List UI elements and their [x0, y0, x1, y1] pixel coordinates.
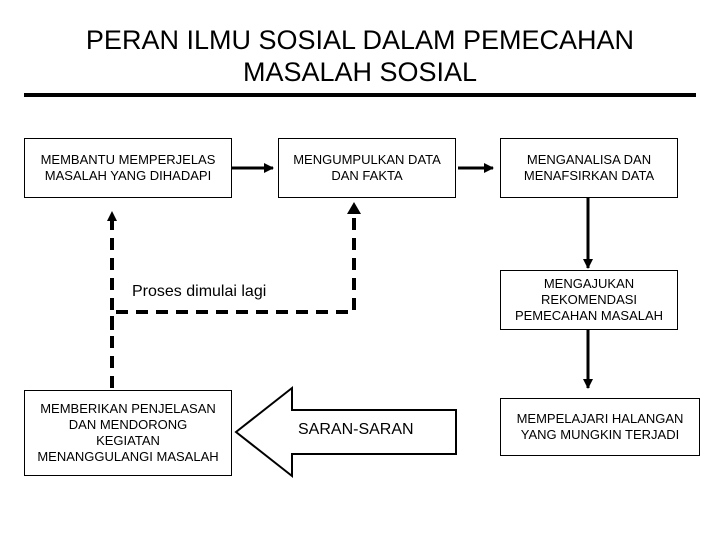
- node-membantu: [24, 138, 232, 198]
- node-mempelajari-line-2: YANG MUNGKIN TERJADI: [520, 427, 680, 442]
- node-menganalisa-line-1: MENGANALISA DAN: [526, 152, 652, 167]
- node-menganalisa-line-2: MENAFSIRKAN DATA: [523, 168, 655, 183]
- node-menganalisa: [500, 138, 678, 198]
- node-mengajukan-line-1: MENGAJUKAN: [543, 276, 635, 291]
- node-memberikan-line-2: DAN MENDORONG: [68, 417, 188, 432]
- node-membantu-line-1: MEMBANTU MEMPERJELAS: [40, 152, 216, 167]
- node-mengajukan-line-3: PEMECAHAN MASALAH: [514, 308, 664, 323]
- node-mempelajari: [500, 398, 700, 456]
- node-mempelajari-line-1: MEMPELAJARI HALANGAN: [516, 411, 684, 426]
- loop-label: Proses dimulai lagi: [132, 283, 267, 300]
- node-memberikan-line-1: MEMBERIKAN PENJELASAN: [40, 401, 216, 416]
- node-membantu-line-2: MASALAH YANG DIHADAPI: [44, 168, 212, 183]
- node-mengajukan: [500, 270, 678, 330]
- title-line-2: MASALAH SOSIAL: [242, 57, 478, 87]
- node-saran-label: SARAN-SARAN: [298, 421, 414, 438]
- title-line-1: PERAN ILMU SOSIAL DALAM PEMECAHAN: [85, 25, 635, 55]
- dashed-arrowhead-mengumpulkan: [347, 202, 361, 214]
- node-memberikan-line-3: KEGIATAN: [96, 433, 160, 448]
- node-mengumpulkan: [278, 138, 456, 198]
- node-mengajukan-line-2: REKOMENDASI: [540, 292, 638, 307]
- node-mengumpulkan-line-1: MENGUMPULKAN DATA: [293, 152, 441, 167]
- node-mengumpulkan-line-2: DAN FAKTA: [331, 168, 403, 183]
- node-memberikan-line-4: MENANGGULANGI MASALAH: [37, 449, 219, 464]
- node-memberikan: [24, 390, 232, 476]
